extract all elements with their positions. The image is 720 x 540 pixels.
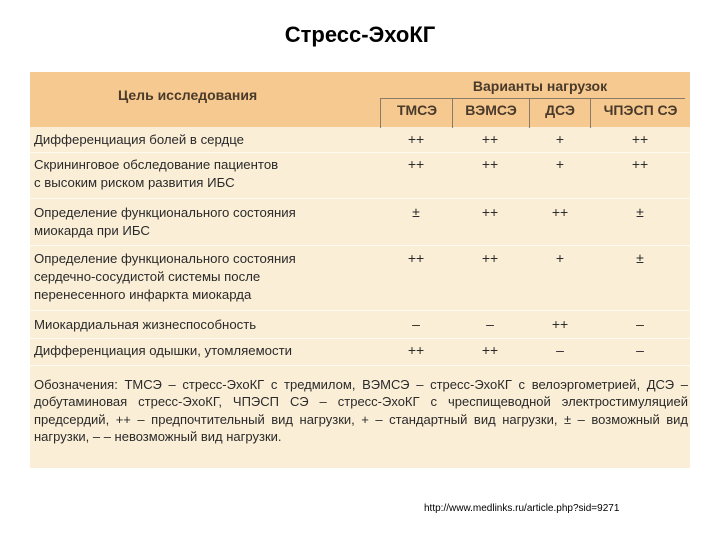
header-variants: Варианты нагрузок — [472, 78, 608, 94]
row-value-chpesp: ± — [636, 204, 644, 220]
column-divider — [590, 98, 591, 128]
row-separator — [30, 365, 690, 366]
row-value-tmse: ++ — [407, 342, 425, 358]
row-value-dse: – — [556, 342, 564, 358]
row-value-tmse: – — [412, 316, 420, 332]
row-value-chpesp: – — [636, 342, 644, 358]
row-goal-line: миокарда при ИБС — [34, 223, 150, 238]
row-goal-line: сердечно-сосудистой системы после — [34, 269, 261, 284]
row-value-chpesp: ++ — [631, 156, 649, 172]
row-goal-line: перенесенного инфаркта миокарда — [34, 287, 252, 302]
row-separator — [30, 152, 690, 153]
row-value-chpesp: ± — [636, 250, 644, 266]
row-value-vemse: – — [486, 316, 494, 332]
row-value-vemse: ++ — [481, 250, 499, 266]
table-header — [30, 72, 690, 127]
row-goal-line: Дифференциация болей в сердце — [34, 132, 244, 147]
column-divider — [529, 98, 530, 128]
row-value-dse: + — [555, 250, 565, 266]
row-value-dse: + — [555, 156, 565, 172]
row-separator — [30, 245, 690, 246]
column-header-dse: ДСЭ — [545, 102, 575, 118]
row-goal — [34, 342, 374, 360]
column-divider — [380, 98, 381, 128]
column-header-chpesp: ЧПЭСП СЭ — [603, 102, 678, 118]
row-goal-line: Определение функционального состояния — [34, 251, 296, 266]
row-value-tmse: ++ — [407, 131, 425, 147]
header-goal: Цель исследования — [118, 87, 258, 103]
row-value-tmse: ++ — [407, 156, 425, 172]
row-value-chpesp: – — [636, 316, 644, 332]
row-separator — [30, 338, 690, 339]
row-goal — [34, 250, 374, 304]
row-value-vemse: ++ — [481, 156, 499, 172]
row-goal-line: Миокардиальная жизнеспособность — [34, 317, 257, 332]
column-divider — [452, 98, 453, 128]
row-goal — [34, 204, 374, 240]
source-url: http://www.medlinks.ru/article.php?sid=9271 — [424, 503, 620, 514]
row-goal-line: Скрининговое обследование пациентов — [34, 157, 279, 172]
row-goal — [34, 131, 374, 149]
row-value-vemse: ++ — [481, 131, 499, 147]
row-value-dse: ++ — [551, 204, 569, 220]
row-value-dse: + — [555, 131, 565, 147]
row-goal-line: Дифференциация одышки, утомляемости — [34, 343, 292, 358]
column-header-vemse: ВЭМСЭ — [465, 102, 517, 118]
row-value-chpesp: ++ — [631, 131, 649, 147]
row-goal — [34, 316, 374, 334]
stress-echo-table — [30, 72, 690, 468]
row-separator — [30, 198, 690, 199]
row-value-dse: ++ — [551, 316, 569, 332]
column-header-tmse: ТМСЭ — [396, 102, 438, 118]
header-rule — [380, 98, 685, 99]
table-legend: Обозначения: ТМСЭ – стресс-ЭхоКГ с тредмилом, ВЭМСЭ – стресс-ЭхоКГ с велоэргометрией, ДСЭ – добутаминовая стресс-ЭхоКГ, ЧПЭСП СЭ – стресс-ЭхоКГ с чреспищеводной электростимуляцией предсердий, ++ – предпочтительный вид нагрузки, + – стандартный вид нагрузки, ± – возможный вид нагрузки, – – невозможный вид нагрузки. — [34, 377, 688, 445]
row-value-tmse: ± — [412, 204, 420, 220]
row-value-vemse: ++ — [481, 204, 499, 220]
row-value-vemse: ++ — [481, 342, 499, 358]
row-value-tmse: ++ — [407, 250, 425, 266]
row-goal-line: Определение функционального состояния — [34, 205, 296, 220]
row-separator — [30, 310, 690, 311]
slide-title: Стресс-ЭхоКГ — [284, 22, 436, 47]
row-goal-line: с высоким риском развития ИБС — [34, 175, 235, 190]
row-goal — [34, 156, 374, 192]
